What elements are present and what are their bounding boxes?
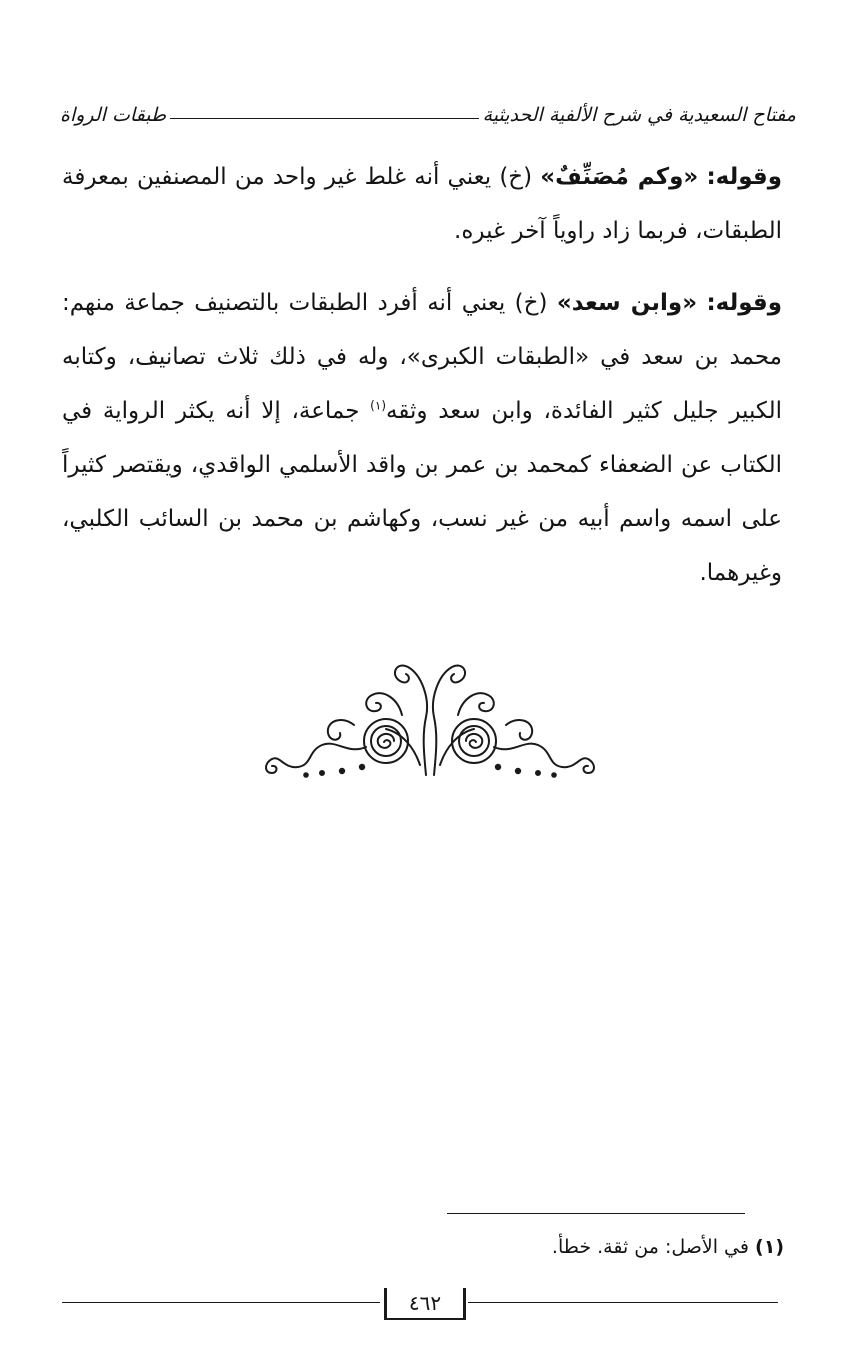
ornament-divider-icon bbox=[262, 655, 598, 783]
paragraph-2-term: «وابن سعد» bbox=[556, 290, 698, 316]
footnote-1-number: (١) bbox=[755, 1236, 784, 1258]
header-chapter-title: طبقات الرواة bbox=[60, 104, 167, 126]
footnote-reference[interactable]: (١) bbox=[370, 398, 386, 413]
footer-rule-right bbox=[468, 1302, 778, 1303]
footer-rule-left bbox=[62, 1302, 380, 1303]
paragraph-2-text-before-ref: (خ) يعني أنه أفرد الطبقات بالتصنيف جماعة منهم: محمد بن سعد في «الطبقات الكبرى»، وله في ذلك ثلاث تصانيف، وكتابه الكبير جليل كثير الفائدة، وابن سعد وثقه bbox=[62, 290, 783, 424]
page-footer bbox=[62, 1288, 778, 1328]
paragraph-1 bbox=[62, 150, 782, 258]
main-text bbox=[62, 150, 782, 600]
header-book-title: مفتاح السعيدية في شرح الألفية الحديثية bbox=[482, 104, 796, 126]
ornament-left-half-icon bbox=[266, 666, 427, 777]
header-rule bbox=[170, 118, 478, 119]
paragraph-1-text: (خ) يعني أنه غلط غير واحد من المصنفين بمعرفة الطبقات، فربما زاد راوياً آخر غيره. bbox=[62, 164, 782, 244]
running-header bbox=[60, 98, 796, 132]
footnote-1-text: في الأصل: من ثقة. خطأ. bbox=[551, 1236, 749, 1258]
paragraph-2 bbox=[62, 276, 782, 600]
ornament-right-half-icon bbox=[433, 666, 594, 777]
paragraph-1-term: «وكم مُصَنِّفٌ» bbox=[540, 164, 699, 190]
paragraph-2-text-after-ref: جماعة، إلا أنه يكثر الرواية في الكتاب عن الضعفاء كمحمد بن عمر بن واقد الأسلمي الواقدي، ويقتصر كثيراً على اسمه واسم أبيه من غير نسب، وكهاشم بن محمد بن السائب الكلبي، وغيرهما. bbox=[62, 398, 782, 586]
page-number: ٤٦٢ bbox=[384, 1288, 466, 1320]
paragraph-2-lead: وقوله: bbox=[706, 290, 783, 316]
footnote-separator bbox=[447, 1213, 745, 1214]
paragraph-1-lead: وقوله: bbox=[706, 164, 782, 190]
footnote-1 bbox=[200, 1230, 784, 1264]
